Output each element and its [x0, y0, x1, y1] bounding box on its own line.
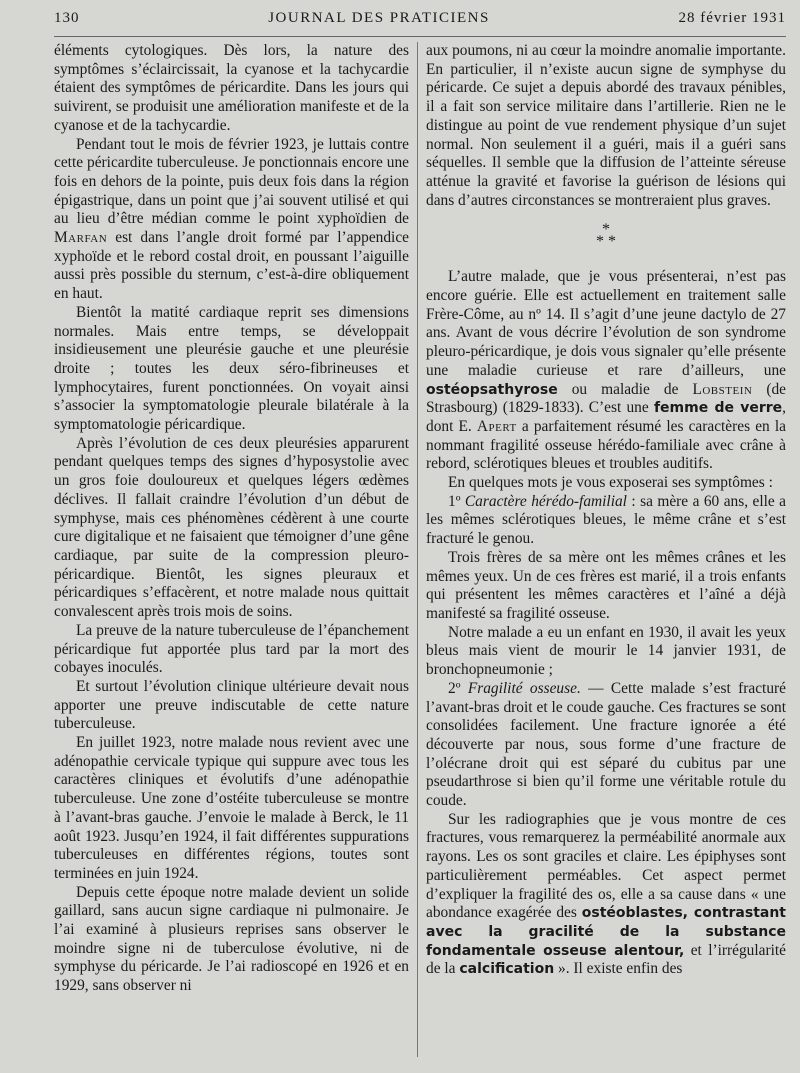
- section-heading: Fragilité osseuse.: [467, 679, 581, 697]
- paragraph: Pendant tout le mois de février 1923, je luttais contre cette péricardite tuberculeuse. Je ponctionnais encore une fois en dehors de la pointe, puis deux fois dans la région épigastrique, dans un point que j’ai souvent utilisé et qui au lieu d’être médian comme le point xyphoïdien de Marfan est dans l’angle droit formé par l’appendice xyphoïde et le rebord costal droit, en poussant l’aiguille aussi près possible du sternum, c’est-à-dire obliquement en haut.: [54, 135, 409, 303]
- paragraph: Sur les radiographies que je vous montre de ces fractures, vous remarquerez la perméabilité anormale aux rayons. Les os sont graciles et claire. Les épiphyses sont particulièrement perméables. Cet aspect permet d’expliquer la fragilité des os, elle a sa cause dans « une abondance exagérée des ostéoblastes, contrastant avec la gracilité de la substance fondamentale osseuse alentour, et l’irrégularité de la calcification ». Il existe enfin des: [426, 810, 786, 978]
- page-header: [54, 10, 786, 37]
- emphasis: ostéopsathyrose: [426, 381, 558, 398]
- page-number: 130: [54, 10, 80, 26]
- paragraph: éléments cytologiques. Dès lors, la nature des symptômes s’éclaircissait, la cyanose et la tachycardie étaient des symptômes de péricardite. Dans les jours qui suivirent, se produisit une amélioration manifeste et de la cyanose et de la tachycardie.: [54, 42, 409, 134]
- emphasis: ostéoblastes, contrastant avec la gracilité de la substance fondamentale osseuse alentour,: [426, 905, 786, 959]
- left-column: [54, 42, 417, 1057]
- paragraph: 1º Caractère hérédo-familial : sa mère a 60 ans, elle a les mêmes sclérotiques bleues, le même crâne et s’est fracturé le genou.: [426, 492, 786, 548]
- paragraph: En juillet 1923, notre malade nous revient avec une adénopathie cervicale typique qui suppure avec tous les caractères cliniques et évolutifs d’une adénopathie tuberculeuse. Une zone d’ostéite tuberculeuse se montre à l’avant-bras gauche. J’envoie le malade à Berck, le 11 août 1923. Jusqu’en 1924, il fait différentes suppurations tuberculeuses en différentes régions, toutes sont terminées en juin 1924.: [54, 734, 409, 882]
- paragraph: Bientôt la matité cardiaque reprit ses dimensions normales. Mais entre temps, se développait insidieusement une pleurésie gauche et une pleurésie droite ; toutes les deux séro-fibrineuses et lymphocytaires, furent ponctionnées. On voyait ainsi s’associer la symptomatologie pleurale bilatérale à la symptomatologie péricardique.: [54, 303, 409, 434]
- author-name: Apert: [476, 417, 517, 435]
- section-heading: Caractère hérédo-familial: [464, 492, 627, 510]
- author-name: Lobstein: [692, 380, 753, 398]
- paragraph: En quelques mots je vous exposerai ses symptômes :: [448, 474, 773, 492]
- paragraph: Notre malade a eu un enfant en 1930, il avait les yeux bleus mais vient de mourir le 14 janvier 1931, de bronchopneumonie ;: [426, 623, 786, 679]
- author-name: Marfan: [54, 229, 108, 247]
- right-column: [417, 42, 786, 1057]
- emphasis: calcification: [459, 961, 555, 978]
- issue-date: 28 février 1931: [678, 10, 786, 26]
- text-columns: [54, 42, 786, 1057]
- paragraph: Depuis cette époque notre malade devient un solide gaillard, sans aucun signe cardiaque ni pulmonaire. Je l’ai examiné à plusieurs reprises sans observer le moindre signe ni de tuberculose évolutive, ni de symphyse du péricarde. Je l’ai radioscopé en 1926 et en 1929, sans observer ni: [54, 883, 409, 995]
- paragraph: L’autre malade, que je vous présenterai, n’est pas encore guérie. Elle est actuellement en traitement salle Frère-Côme, au nº 14. Il s’agit d’une jeune dactylo de 27 ans. Avant de vous décrire l’évolution de son syndrome pleuro-péricardique, je dois vous signaler qu’elle présente une maladie curieuse et rare d’ailleurs, une ostéopsathyrose ou maladie de Lobstein (de Strasbourg) (1829-1833). C’est une femme de verre, dont E. Apert a parfaitement résumé les caractères en la nommant fragilité osseuse hérédo-familiale avec crâne à rebord, sclérotiques bleues et troubles auditifs.: [426, 268, 786, 473]
- section-separator: * * *: [596, 221, 616, 251]
- paragraph: Trois frères de sa mère ont les mêmes crânes et les mêmes yeux. Un de ces frères est marié, il a trois enfants qui présentent les mêmes caractères et l’aîné a déjà manifesté sa fragilité osseuse.: [426, 548, 786, 622]
- paragraph: 2º Fragilité osseuse. — Cette malade s’est fracturé l’avant-bras droit et le coude gauche. Ces fractures se sont consolidées facilement. Une fracture ignorée a été découverte par nous, sous forme d’une fracture de l’olécrane droit qui est séparé du cubitus par une pseudarthrose si bien qu’il forme une véritable rotule du coude.: [426, 679, 786, 810]
- emphasis: femme de verre: [653, 400, 783, 417]
- journal-title: JOURNAL DES PRATICIENS: [268, 10, 490, 26]
- paragraph: Après l’évolution de ces deux pleurésies apparurent pendant quelques temps des signes d’hyposystolie avec un gros foie douloureux et quelques légers œdèmes déclives. Il fallait craindre l’évolution d’un début de symphyse, mais ces phénomènes cédèrent à une courte cure digitalique et ne faisaient que témoigner d’une gêne cardiaque, par suite de la compression pleuro-péricardique. Bientôt, les signes pleuraux et péricardiques s’effacèrent, et notre malade nous quittait convalescent après trois mois de soins.: [54, 434, 409, 621]
- paragraph: aux poumons, ni au cœur la moindre anomalie importante. En particulier, il n’existe aucun signe de symphyse du péricarde. Ce sujet a depuis abordé des travaux pénibles, il a fait son service militaire dans l’artillerie. Rien ne le distingue au point de vue rendement physique d’un sujet normal. Non seulement il a guéri, mais il a guéri sans séquelles. Il semble que la diffusion de l’atteinte séreuse atténue la gravité et favorise la guérison de lésions qui dans d’autres circonstances se montreraient plus graves.: [426, 42, 786, 209]
- paragraph: Et surtout l’évolution clinique ultérieure devait nous apporter une preuve indiscutable de cette nature tuberculeuse.: [54, 677, 409, 733]
- paragraph: La preuve de la nature tuberculeuse de l’épanchement péricardique fut apportée plus tard par la mort des cobayes inoculés.: [54, 621, 409, 677]
